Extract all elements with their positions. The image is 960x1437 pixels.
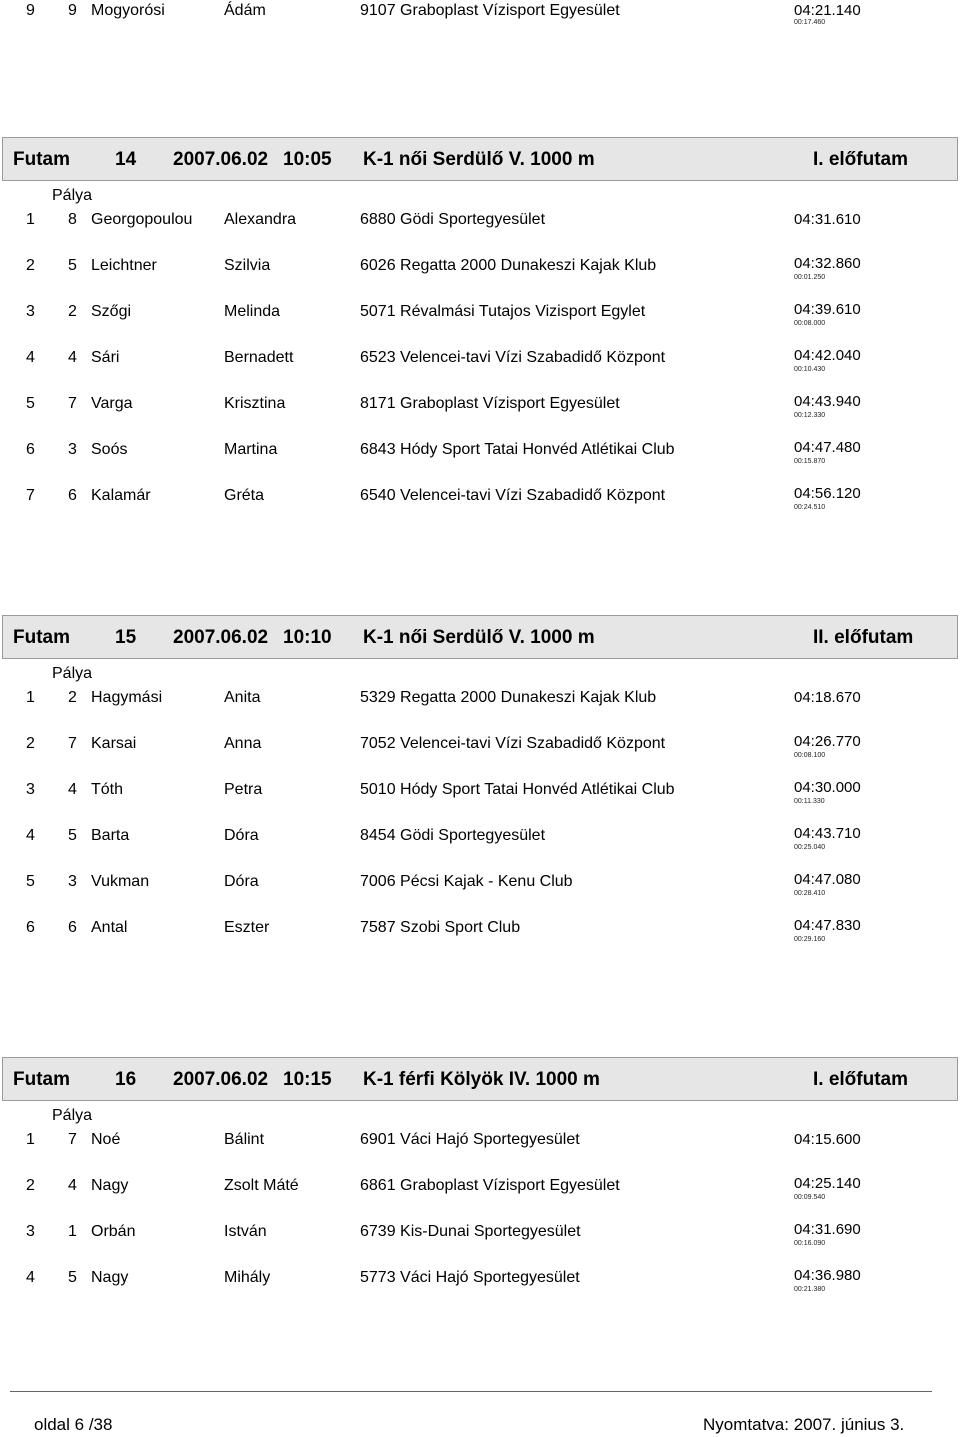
last-name: Hagymási	[91, 689, 163, 706]
last-name: Nagy	[91, 1269, 129, 1286]
page-number: oldal 6 /38	[34, 1415, 113, 1434]
time-difference: 00:12.330	[794, 412, 826, 419]
last-name: Leichtner	[91, 257, 157, 274]
club: 5329 Regatta 2000 Dunakeszi Kajak Klub	[360, 689, 657, 706]
result-row	[0, 735, 960, 765]
lane: 6	[68, 919, 77, 936]
heat-date: 2007.06.02	[173, 627, 269, 648]
lane-column-label: Pálya	[52, 665, 93, 682]
finish-time: 04:30.000	[794, 779, 861, 796]
place: 3	[26, 1223, 35, 1240]
place: 5	[26, 395, 35, 412]
footer-divider	[10, 1391, 932, 1392]
heat-round: I. előfutam	[813, 1069, 909, 1090]
lane: 4	[68, 349, 77, 366]
futam-label: Futam	[13, 1069, 70, 1090]
last-name: Soós	[91, 441, 128, 458]
finish-time: 04:39.610	[794, 301, 861, 318]
first-name: Martina	[224, 441, 278, 458]
heat-header	[2, 1057, 958, 1101]
time-difference: 00:08.000	[794, 320, 826, 327]
first-name: Dóra	[224, 827, 259, 844]
print-date: Nyomtatva: 2007. június 3.	[703, 1415, 905, 1434]
first-name: Alexandra	[224, 211, 297, 228]
club: 5773 Váci Hajó Sportegyesület	[360, 1269, 580, 1286]
time-difference: 00:21.380	[794, 1286, 826, 1293]
first-name: Gréta	[224, 487, 265, 504]
finish-time: 04:36.980	[794, 1267, 861, 1284]
heat-round: I. előfutam	[813, 149, 909, 170]
result-row	[0, 1269, 960, 1299]
time-difference: 00:28.410	[794, 890, 826, 897]
lane: 5	[68, 827, 77, 844]
first-name: Melinda	[224, 303, 281, 320]
last-name: Antal	[91, 919, 128, 936]
first-name: Zsolt Máté	[224, 1177, 299, 1194]
finish-time: 04:43.710	[794, 825, 861, 842]
futam-label: Futam	[13, 149, 70, 170]
place: 5	[26, 873, 35, 890]
time-difference: 00:24.510	[794, 504, 826, 511]
place: 3	[26, 303, 35, 320]
last-name: Kalamár	[91, 487, 151, 504]
finish-time: 04:25.140	[794, 1175, 861, 1192]
lane: 2	[68, 303, 77, 320]
club: 6880 Gödi Sportegyesület	[360, 211, 546, 228]
first-name: Anna	[224, 735, 262, 752]
place: 2	[26, 257, 35, 274]
first-name: Bernadett	[224, 349, 294, 366]
time-difference: 00:11.330	[794, 798, 825, 805]
heat-number: 15	[115, 627, 137, 648]
first-name: Petra	[224, 781, 263, 798]
lane: 4	[68, 781, 77, 798]
heat-header	[2, 615, 958, 659]
lane: 5	[68, 1269, 77, 1286]
last-name: Varga	[91, 395, 133, 412]
result-row	[0, 1177, 960, 1207]
finish-time: 04:56.120	[794, 485, 861, 502]
result-row	[0, 303, 960, 333]
club: 6861 Graboplast Vízisport Egyesület	[360, 1177, 620, 1194]
last-name: Barta	[91, 827, 130, 844]
time-difference: 00:16.090	[794, 1240, 826, 1247]
lane: 2	[68, 689, 77, 706]
time-difference: 00:10.430	[794, 366, 826, 373]
first-name: Dóra	[224, 873, 259, 890]
place: 1	[26, 689, 35, 706]
time-difference: 00:15.870	[794, 458, 826, 465]
club: 8171 Graboplast Vízisport Egyesület	[360, 395, 620, 412]
place: 4	[26, 349, 35, 366]
finish-time: 04:47.830	[794, 917, 861, 934]
heat-category: K-1 férfi Kölyök IV. 1000 m	[363, 1069, 600, 1090]
heat-time: 10:15	[283, 1069, 332, 1090]
result-row	[0, 211, 960, 241]
first-name: Krisztina	[224, 395, 286, 412]
lane: 9	[68, 2, 77, 19]
finish-time: 04:47.080	[794, 871, 861, 888]
heat-time: 10:05	[283, 149, 332, 170]
club: 6026 Regatta 2000 Dunakeszi Kajak Klub	[360, 257, 657, 274]
result-row	[0, 257, 960, 287]
finish-time: 04:43.940	[794, 393, 861, 410]
club: 6901 Váci Hajó Sportegyesület	[360, 1131, 580, 1148]
result-row	[0, 1223, 960, 1253]
heat-category: K-1 női Serdülő V. 1000 m	[363, 149, 595, 170]
heat-number: 16	[115, 1069, 137, 1090]
result-row	[0, 441, 960, 471]
lane: 8	[68, 211, 77, 228]
first-name: Eszter	[224, 919, 270, 936]
club: 8454 Gödi Sportegyesület	[360, 827, 546, 844]
lane: 1	[68, 1223, 77, 1240]
lane: 7	[68, 1131, 77, 1148]
finish-time: 04:26.770	[794, 733, 861, 750]
finish-time: 04:15.600	[794, 1131, 861, 1148]
place: 3	[26, 781, 35, 798]
result-row	[0, 919, 960, 949]
place: 7	[26, 487, 35, 504]
result-row	[0, 2, 960, 32]
last-name: Sári	[91, 349, 120, 366]
time-difference: 00:01.250	[794, 274, 826, 281]
heat-time: 10:10	[283, 627, 332, 648]
heat-category: K-1 női Serdülő V. 1000 m	[363, 627, 595, 648]
last-name: Vukman	[91, 873, 150, 890]
finish-time: 04:47.480	[794, 439, 861, 456]
result-row	[0, 349, 960, 379]
last-name: Karsai	[91, 735, 137, 752]
time-difference: 00:17.460	[794, 19, 826, 26]
last-name: Nagy	[91, 1177, 129, 1194]
result-row	[0, 487, 960, 517]
place: 4	[26, 827, 35, 844]
lane: 7	[68, 395, 77, 412]
place: 6	[26, 441, 35, 458]
place: 2	[26, 1177, 35, 1194]
club: 6843 Hódy Sport Tatai Honvéd Atlétikai Club	[360, 441, 675, 458]
lane: 5	[68, 257, 77, 274]
time-difference: 00:25.040	[794, 844, 826, 851]
result-row	[0, 827, 960, 857]
last-name: Orbán	[91, 1223, 136, 1240]
finish-time: 04:18.670	[794, 689, 861, 706]
result-row	[0, 781, 960, 811]
last-name: Noé	[91, 1131, 121, 1148]
finish-time: 04:21.140	[794, 2, 861, 19]
lane: 7	[68, 735, 77, 752]
result-row	[0, 873, 960, 903]
finish-time: 04:31.690	[794, 1221, 861, 1238]
heat-number: 14	[115, 149, 137, 170]
first-name: Mihály	[224, 1269, 271, 1286]
heat-date: 2007.06.02	[173, 1069, 269, 1090]
first-name: István	[224, 1223, 267, 1240]
club: 6523 Velencei-tavi Vízi Szabadidő Központ	[360, 349, 666, 366]
finish-time: 04:31.610	[794, 211, 861, 228]
last-name: Georgopoulou	[91, 211, 193, 228]
result-row	[0, 395, 960, 425]
result-row	[0, 689, 960, 719]
lane: 6	[68, 487, 77, 504]
lane-column-label: Pálya	[52, 187, 93, 204]
club: 6540 Velencei-tavi Vízi Szabadidő Központ	[360, 487, 666, 504]
time-difference: 00:29.160	[794, 936, 826, 943]
place: 4	[26, 1269, 35, 1286]
place: 6	[26, 919, 35, 936]
last-name: Szőgi	[91, 303, 132, 320]
place: 9	[26, 2, 35, 19]
place: 1	[26, 211, 35, 228]
heat-date: 2007.06.02	[173, 149, 269, 170]
club: 7587 Szobi Sport Club	[360, 919, 521, 936]
lane-column-label: Pálya	[52, 1107, 93, 1124]
club: 5071 Révalmási Tutajos Vizisport Egylet	[360, 303, 646, 320]
place: 2	[26, 735, 35, 752]
club: 7052 Velencei-tavi Vízi Szabadidő Központ	[360, 735, 666, 752]
first-name: Bálint	[224, 1131, 265, 1148]
lane: 3	[68, 873, 77, 890]
club: 9107 Graboplast Vízisport Egyesület	[360, 2, 620, 19]
first-name: Anita	[224, 689, 261, 706]
time-difference: 00:09.540	[794, 1194, 826, 1201]
finish-time: 04:42.040	[794, 347, 861, 364]
time-difference: 00:08.100	[794, 752, 826, 759]
futam-label: Futam	[13, 627, 70, 648]
club: 7006 Pécsi Kajak - Kenu Club	[360, 873, 573, 890]
first-name: Szilvia	[224, 257, 271, 274]
last-name: Mogyorósi	[91, 2, 165, 19]
last-name: Tóth	[91, 781, 124, 798]
heat-header	[2, 137, 958, 181]
club: 6739 Kis-Dunai Sportegyesület	[360, 1223, 581, 1240]
result-row	[0, 1131, 960, 1161]
first-name: Ádám	[224, 2, 266, 19]
lane: 3	[68, 441, 77, 458]
place: 1	[26, 1131, 35, 1148]
heat-round: II. előfutam	[813, 627, 914, 648]
lane: 4	[68, 1177, 77, 1194]
finish-time: 04:32.860	[794, 255, 861, 272]
club: 5010 Hódy Sport Tatai Honvéd Atlétikai Club	[360, 781, 675, 798]
